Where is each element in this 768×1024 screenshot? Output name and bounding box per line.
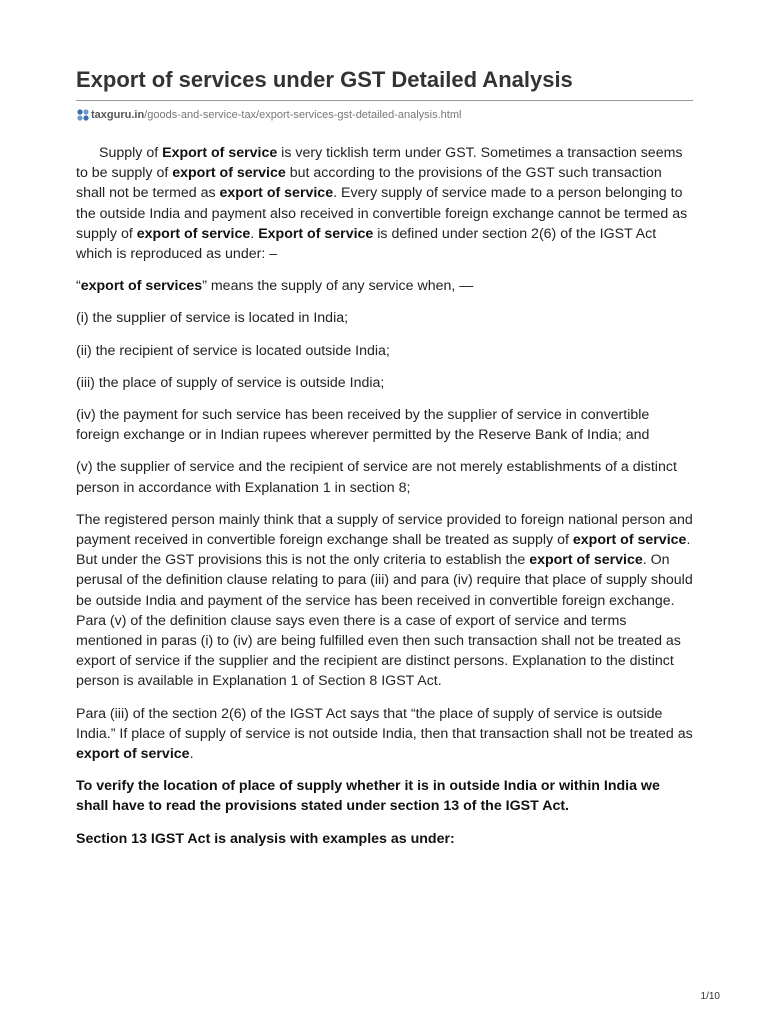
clause-ii: (ii) the recipient of service is located outside India; xyxy=(76,342,390,359)
bold-term: export of service xyxy=(76,746,190,763)
paragraph-analysis: The registered person mainly think that a supply of service provided to foreign national person and payment received in convertible foreign exchange shall be treated as supply of export of service. But under the GST provisions this is not the only criteria to establish the export of service. On perusal of the definition clause relating to para (iii) and para (iv) require that place of supply should be outside India and payment of the service has been received in convertible foreign exchange. Para (v) of the definition clause says even there is a case of export of service and terms mentioned in paras (i) to (iv) are being fulfilled even then such transaction shall not be treated as export of service if the supplier and the recipient are distinct persons. Explanation to the distinct person is available in Explanation 1 of Section 8 IGST Act. xyxy=(76,511,693,690)
bold-term: export of service xyxy=(572,532,687,549)
title-divider xyxy=(76,100,693,101)
source-path-link[interactable]: /goods-and-service-tax/export-services-gst-detailed-analysis.html xyxy=(144,109,462,121)
bold-term: Export of service xyxy=(162,145,278,161)
bold-term: Export of service xyxy=(258,225,374,242)
paragraph-verify: To verify the location of place of supply whether it is in outside India or within India we shall have to read the provisions stated under section 13 of the IGST Act. xyxy=(76,778,660,815)
source-domain-link[interactable]: taxguru.in xyxy=(91,109,145,121)
clause-iii: (iii) the place of supply of service is outside India; xyxy=(76,374,385,391)
page-number: 1/10 xyxy=(700,991,720,1002)
bold-term: export of services xyxy=(80,278,203,295)
bold-term: export of service xyxy=(529,552,643,569)
clause-i: (i) the supplier of service is located in India; xyxy=(76,310,349,327)
paragraph-para-iii: Para (iii) of the section 2(6) of the IGST Act says that “the place of supply of service is outside India.” If place of supply of service is not outside India, then that transaction shall not be treated as export of service. xyxy=(76,705,693,763)
document-page xyxy=(76,0,693,861)
clause-iv: (iv) the payment for such service has been received by the supplier of service in convertible foreign exchange or in Indian rupees wherever permitted by the Reserve Bank of India; and xyxy=(76,407,650,444)
article-body xyxy=(76,143,693,849)
bold-term: export of service xyxy=(172,165,286,182)
page-title: Export of services under GST Detailed Analysis xyxy=(76,67,573,92)
paragraph-section-13: Section 13 IGST Act is analysis with examples as under: xyxy=(76,830,455,847)
bold-term: export of service xyxy=(136,225,251,242)
bold-term: export of service xyxy=(219,185,334,202)
taxguru-favicon-icon xyxy=(76,108,90,122)
paragraph-intro: Supply of Export of service is very ticklish term under GST. Sometimes a transaction seems to be supply of export of service but according to the provisions of the GST such transaction shall not be termed as export of service. Every supply of service made to a person belonging to the outside India and payment also received in convertible foreign exchange cannot be termed as supply of export of service. Export of service is defined under section 2(6) of the IGST Act which is reproduced as under: – xyxy=(76,145,688,263)
source-line xyxy=(76,107,693,123)
paragraph-definition: “export of services” means the supply of any service when, — xyxy=(76,278,474,295)
clause-v: (v) the supplier of service and the recipient of service are not merely establishments of a distinct person in accordance with Explanation 1 in section 8; xyxy=(76,459,677,496)
